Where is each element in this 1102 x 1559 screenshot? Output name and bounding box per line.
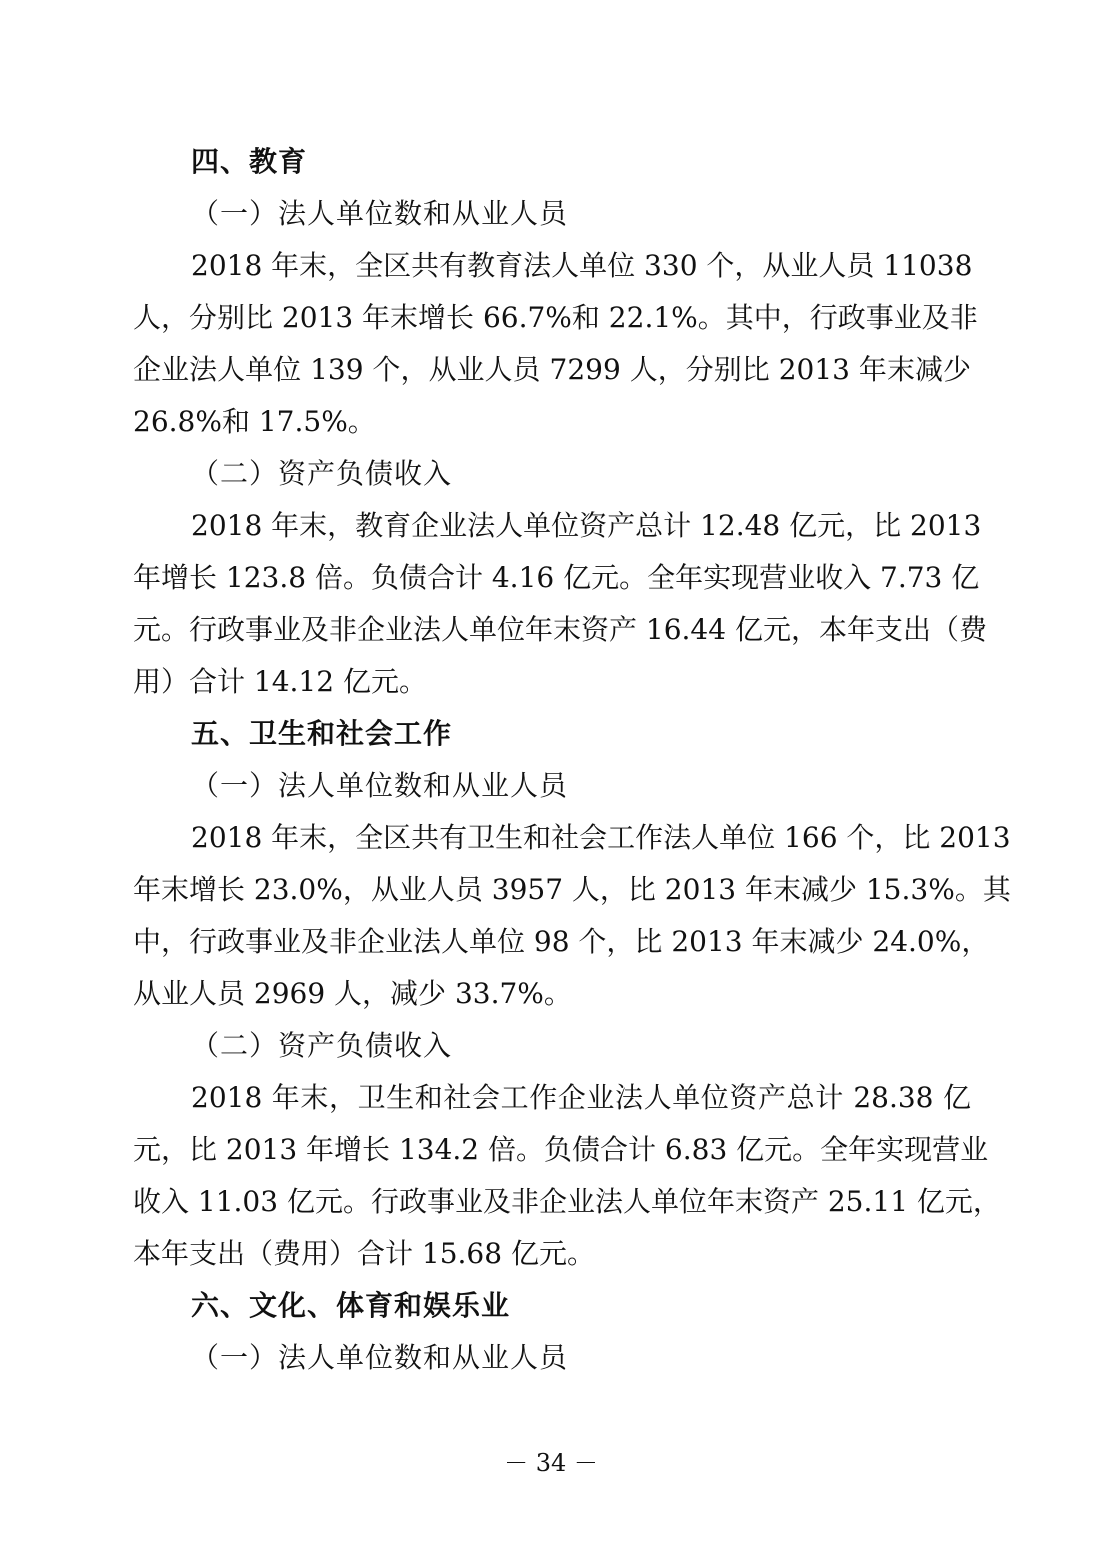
section-heading-education: 四、教育 bbox=[191, 145, 308, 178]
paragraph-line: 收入 11.03 亿元。行政事业及非企业法人单位年末资产 25.11 亿元， bbox=[133, 1185, 1001, 1218]
subheading-units-employees: （一）法人单位数和从业人员 bbox=[191, 769, 569, 802]
paragraph-health-assets bbox=[133, 1072, 1001, 1280]
paragraph-line: 元，比 2013 年增长 134.2 倍。负债合计 6.83 亿元。全年实现营业 bbox=[133, 1133, 989, 1166]
paragraph-line: 从业人员 2969 人，减少 33.7%。 bbox=[133, 977, 572, 1010]
paragraph-line: 2018 年末，卫生和社会工作企业法人单位资产总计 28.38 亿 bbox=[191, 1081, 971, 1114]
paragraph-health-units bbox=[133, 812, 1011, 1020]
subheading-units-employees: （一）法人单位数和从业人员 bbox=[191, 1341, 569, 1374]
paragraph-line: 26.8%和 17.5%。 bbox=[133, 405, 376, 438]
paragraph-line: 2018 年末，全区共有卫生和社会工作法人单位 166 个，比 2013 bbox=[191, 821, 1011, 854]
subheading-assets-liabilities: （二）资产负债收入 bbox=[191, 457, 453, 490]
paragraph-line: 元。行政事业及非企业法人单位年末资产 16.44 亿元，本年支出（费 bbox=[133, 613, 987, 646]
document-page bbox=[133, 136, 1011, 1384]
paragraph-line: 年末增长 23.0%，从业人员 3957 人，比 2013 年末减少 15.3%。其 bbox=[133, 873, 1011, 906]
subheading-units-employees: （一）法人单位数和从业人员 bbox=[191, 197, 569, 230]
paragraph-education-units bbox=[133, 240, 978, 448]
paragraph-line: 2018 年末，全区共有教育法人单位 330 个，从业人员 11038 bbox=[191, 249, 973, 282]
paragraph-line: 人，分别比 2013 年末增长 66.7%和 22.1%。其中，行政事业及非 bbox=[133, 301, 978, 334]
subheading-assets-liabilities: （二）资产负债收入 bbox=[191, 1029, 453, 1062]
paragraph-line: 年增长 123.8 倍。负债合计 4.16 亿元。全年实现营业收入 7.73 亿 bbox=[133, 561, 980, 594]
paragraph-line: 企业法人单位 139 个，从业人员 7299 人，分别比 2013 年末减少 bbox=[133, 353, 971, 386]
section-heading-culture: 六、文化、体育和娱乐业 bbox=[191, 1289, 511, 1322]
paragraph-education-assets bbox=[133, 500, 987, 708]
section-heading-health: 五、卫生和社会工作 bbox=[191, 717, 453, 750]
paragraph-line: 中，行政事业及非企业法人单位 98 个，比 2013 年末减少 24.0%， bbox=[133, 925, 990, 958]
paragraph-line: 用）合计 14.12 亿元。 bbox=[133, 665, 427, 698]
paragraph-line: 2018 年末，教育企业法人单位资产总计 12.48 亿元，比 2013 bbox=[191, 509, 982, 542]
page-number: － 34 － bbox=[504, 1449, 598, 1477]
paragraph-line: 本年支出（费用）合计 15.68 亿元。 bbox=[133, 1237, 595, 1270]
